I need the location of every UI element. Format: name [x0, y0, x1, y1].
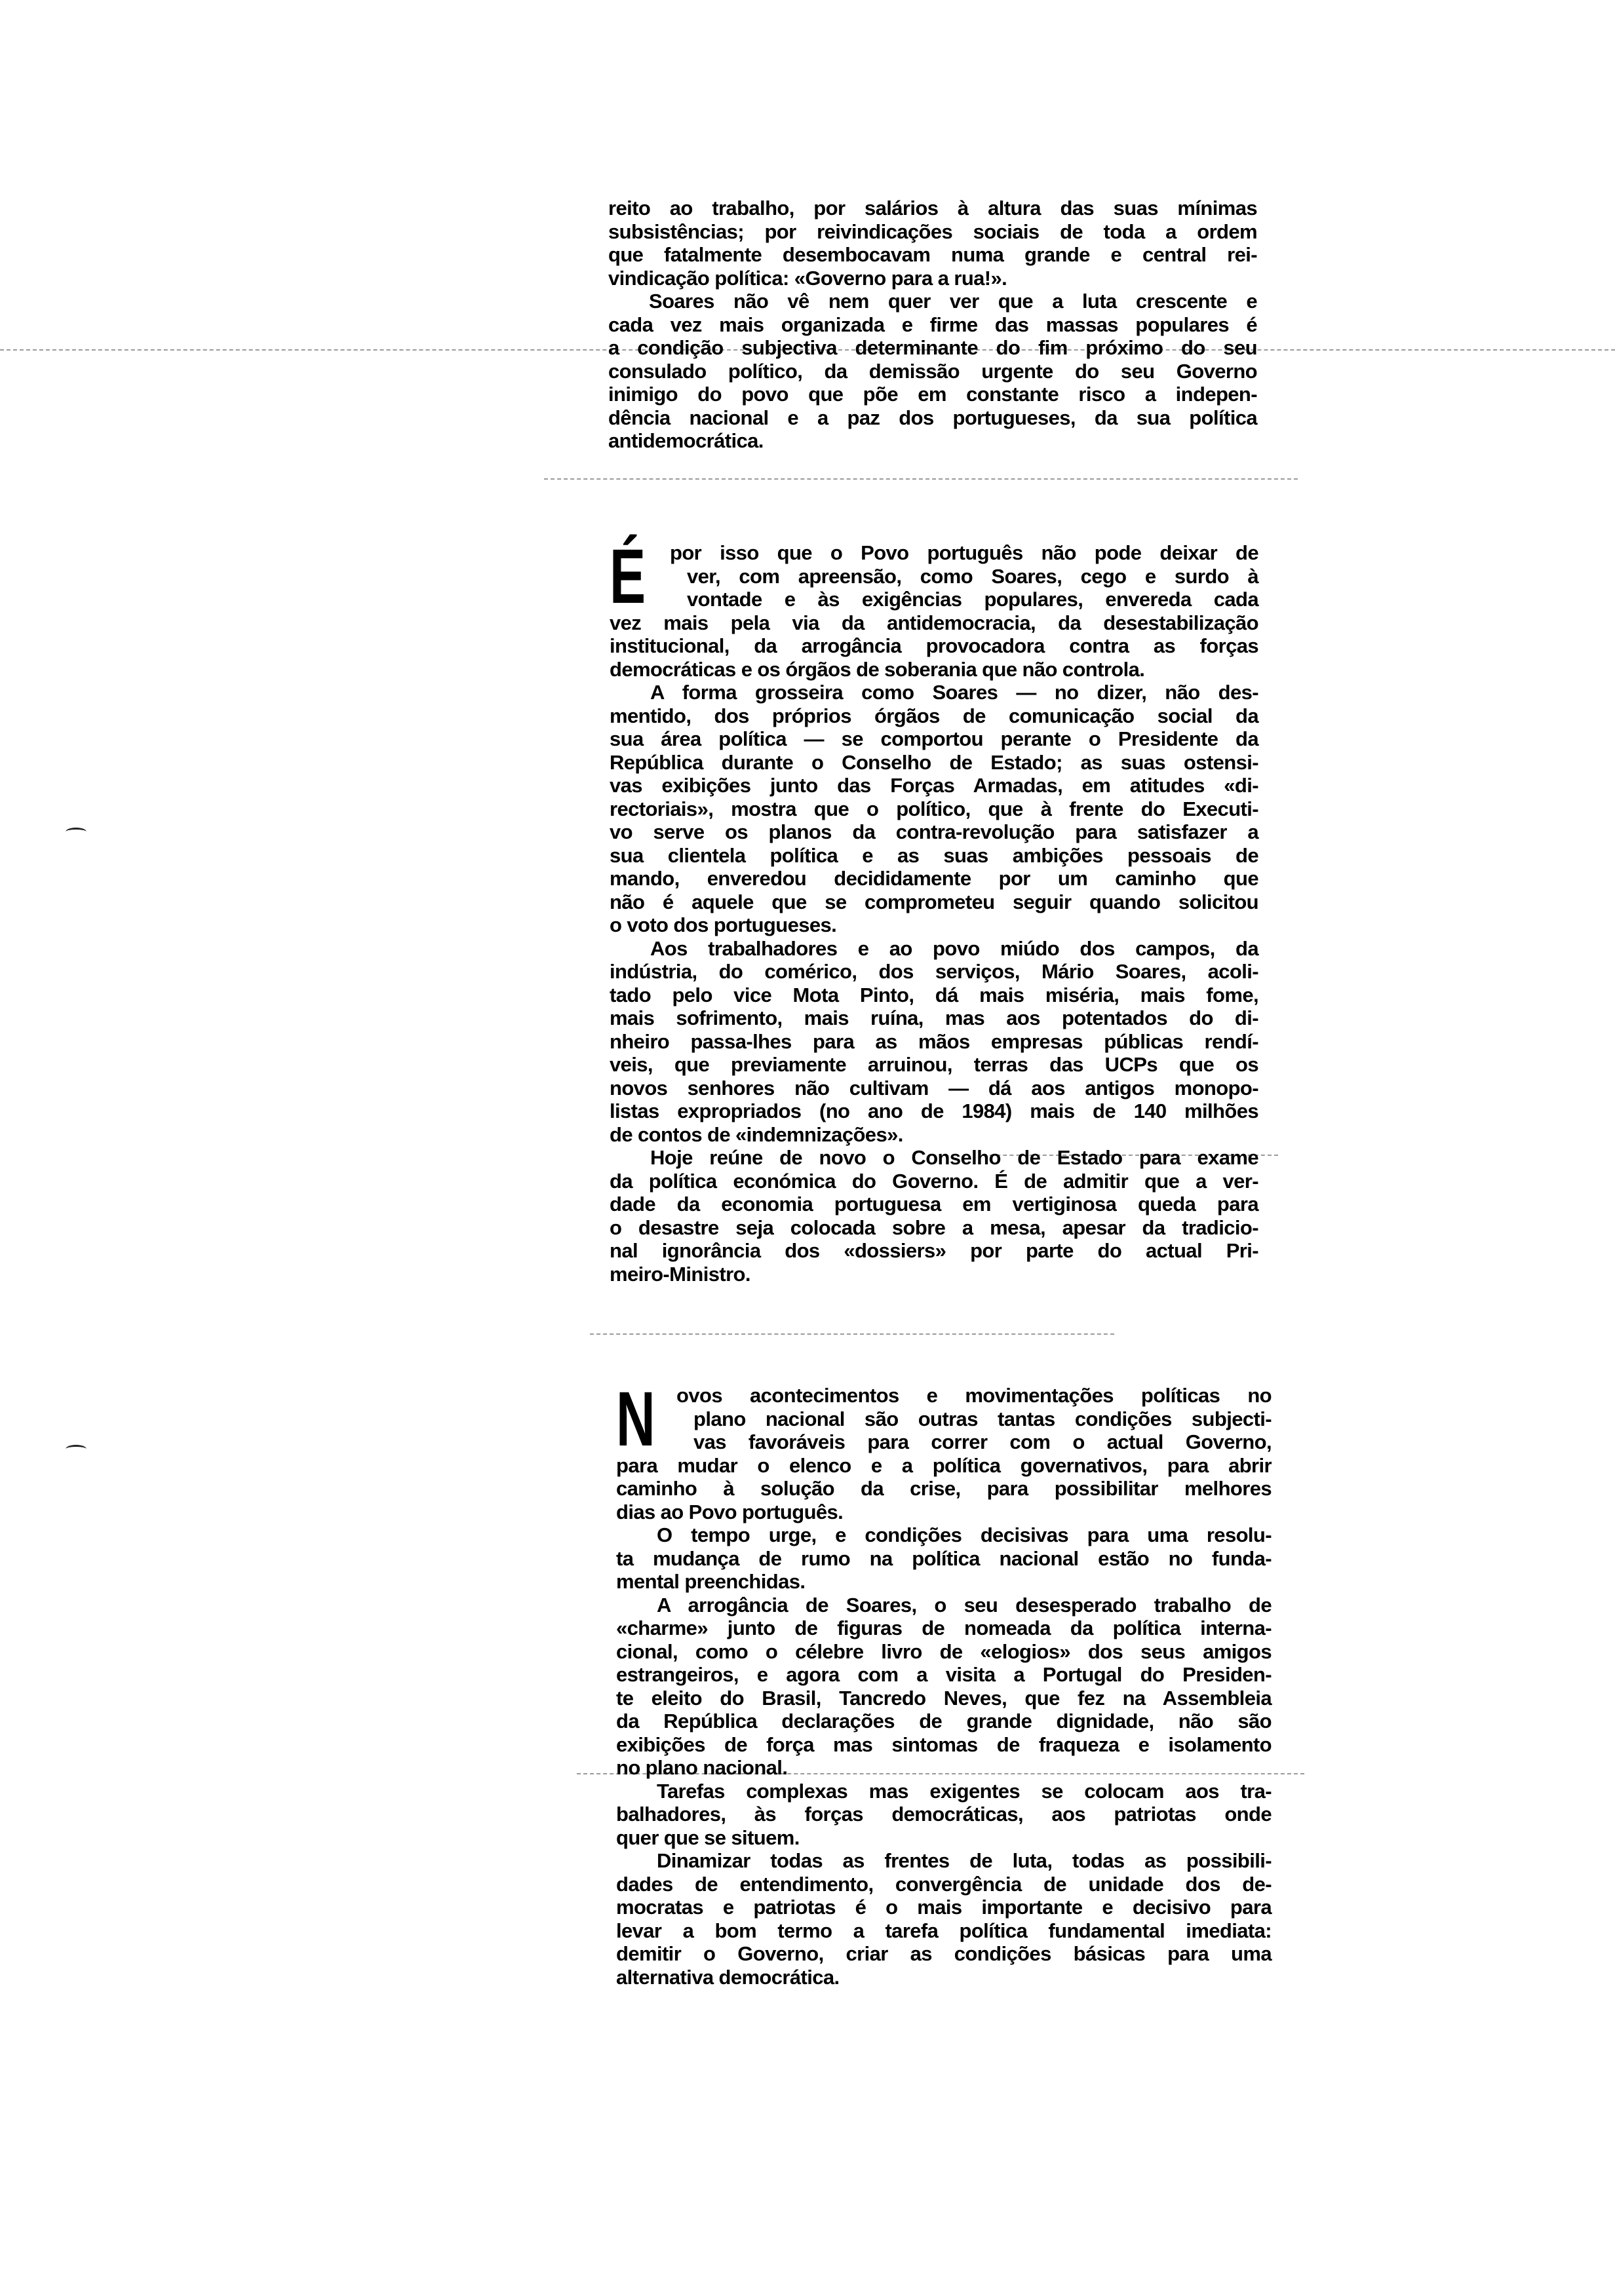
text-line: no plano nacional. [616, 1756, 788, 1779]
text-line: subsistências; por reivindicações sociais de toda a ordem [608, 220, 1257, 243]
text-line: reito ao trabalho, por salários à altura das suas mínimas [608, 197, 1257, 220]
text-line: vez mais pela via da antidemocracia, da desestabilização [610, 611, 1258, 634]
text-line: nal ignorância dos «dossiers» por parte do actual Pri- [610, 1239, 1258, 1262]
text-line: da República declarações de grande dignidade, não são [616, 1710, 1272, 1732]
text-line: Tarefas complexas mas exigentes se colocam aos tra- [657, 1779, 1272, 1803]
text-line: demitir o Governo, criar as condições básicas para uma [616, 1942, 1272, 1965]
drop-cap: N [616, 1376, 655, 1463]
text-line: inimigo do povo que põe em constante risco a indepen- [608, 383, 1257, 406]
paragraph [610, 681, 1258, 937]
text-line: quer que se situem. [616, 1826, 800, 1849]
text-line: ta mudança de rumo na política nacional estão no funda- [616, 1546, 1272, 1570]
paragraph [616, 1849, 1272, 1989]
text-line: mental preenchidas. [616, 1570, 806, 1593]
article-block-2 [610, 533, 1258, 1286]
article-block-1 [608, 197, 1257, 453]
text-line: mando, enveredou decididamente por um caminho que [610, 867, 1258, 890]
text-line: antidemocrática. [608, 429, 764, 452]
text-line: cada vez mais organizada e firme das massas populares é [608, 313, 1257, 336]
text-line: vo serve os planos da contra-revolução para satisfazer a [610, 820, 1258, 843]
text-line: balhadores, às forças democráticas, aos patriotas onde [616, 1803, 1272, 1826]
text-line: que fatalmente desembocavam numa grande e central rei- [608, 243, 1257, 266]
text-line: institucional, da arrogância provocadora contra as forças [610, 634, 1258, 657]
paragraph [608, 197, 1257, 290]
text-line: veis, que previamente arruinou, terras das UCPs que os [610, 1053, 1258, 1076]
paragraph [610, 533, 1258, 681]
text-line: meiro-Ministro. [610, 1262, 750, 1286]
scan-mark [66, 1445, 87, 1453]
paragraph [616, 1594, 1272, 1780]
text-line: sua área política — se comportou perante o Presidente da [610, 727, 1258, 750]
text-line: rectoriais», mostra que o político, que à frente do Executi- [610, 797, 1258, 820]
text-line: o voto dos portugueses. [610, 913, 837, 936]
text-line: estrangeiros, e agora com a visita a Portugal do Presiden- [616, 1663, 1272, 1686]
text-line: mentido, dos próprios órgãos de comunicação social da [610, 704, 1258, 727]
paragraph [616, 1523, 1272, 1594]
text-line: sua clientela política e as suas ambições pessoais de [610, 843, 1258, 867]
text-line: A arrogância de Soares, o seu desesperado trabalho de [657, 1593, 1272, 1617]
paragraph [610, 1146, 1258, 1286]
text-line: vas exibições junto das Forças Armadas, em atitudes «di- [610, 774, 1258, 797]
text-line: por isso que o Povo português não pode deixar de [670, 541, 1258, 564]
text-line: dade da economia portuguesa em vertiginosa queda para [610, 1193, 1258, 1215]
text-line: ovos acontecimentos e movimentações políticas no [676, 1384, 1272, 1407]
text-line: vindicação política: «Governo para a rua!». [608, 266, 1007, 290]
text-line: democráticas e os órgãos de soberania que não controla. [610, 657, 1145, 681]
text-line: a condição subjectiva determinante do fim próximo do seu [608, 336, 1257, 359]
text-line: de contos de «indemnizações». [610, 1122, 903, 1146]
scan-mark [66, 828, 87, 836]
text-line: Soares não vê nem quer ver que a luta crescente e [649, 290, 1257, 313]
drop-cap: É [610, 533, 646, 620]
text-line: caminho à solução da crise, para possibilitar melhores [616, 1477, 1272, 1500]
text-line: novos senhores não cultivam — dá aos antigos monopo- [610, 1076, 1258, 1100]
text-line: indústria, do comérico, dos serviços, Mário Soares, acoli- [610, 960, 1258, 983]
text-line: nheiro passa-lhes para as mãos empresas públicas rendí- [610, 1029, 1258, 1053]
text-line: exibições de força mas sintomas de fraqueza e isolamento [616, 1732, 1272, 1756]
text-line: Aos trabalhadores e ao povo miúdo dos campos, da [650, 936, 1258, 960]
text-line: dência nacional e a paz dos portugueses, da sua política [608, 406, 1257, 429]
text-line: dades de entendimento, convergência de unidade dos de- [616, 1872, 1272, 1896]
text-line: para mudar o elenco e a política governativos, para abrir [616, 1453, 1272, 1477]
text-line: levar a bom termo a tarefa política fundamental imediata: [616, 1919, 1272, 1942]
paragraph [610, 937, 1258, 1147]
text-line: A forma grosseira como Soares — no dizer, não des- [650, 681, 1258, 704]
text-line: Dinamizar todas as frentes de luta, todas as possibili- [657, 1849, 1272, 1872]
text-line: tado pelo vice Mota Pinto, dá mais miséria, mais fome, [610, 983, 1258, 1006]
text-line: «charme» junto de figuras de nomeada da política interna- [616, 1617, 1272, 1639]
text-line: consulado político, da demissão urgente do seu Governo [608, 359, 1257, 383]
text-line: mocratas e patriotas é o mais importante e decisivo para [616, 1896, 1272, 1919]
scan-fold-line [544, 478, 1298, 480]
text-line: cional, como o célebre livro de «elogios» dos seus amigos [616, 1639, 1272, 1663]
text-line: listas expropriados (no ano de 1984) mais de 140 milhões [610, 1100, 1258, 1122]
text-line: te eleito do Brasil, Tancredo Neves, que fez na Assembleia [616, 1686, 1272, 1710]
text-line: alternativa democrática. [616, 1965, 840, 1989]
text-line: mais sofrimento, mais ruína, mas aos potentados do di- [610, 1006, 1258, 1029]
text-line: o desastre seja colocada sobre a mesa, apesar da tradicio- [610, 1215, 1258, 1239]
article-block-3 [616, 1376, 1272, 1989]
paragraph [608, 290, 1257, 453]
text-line: República durante o Conselho de Estado; as suas ostensi- [610, 750, 1258, 774]
text-line: da política económica do Governo. É de admitir que a ver- [610, 1169, 1258, 1193]
text-line: não é aquele que se comprometeu seguir quando solicitou [610, 890, 1258, 913]
text-line: Hoje reúne de novo o Conselho de Estado para exame [650, 1146, 1258, 1169]
text-line: vas favoráveis para correr com o actual Governo, [693, 1430, 1272, 1453]
text-line: dias ao Povo português. [616, 1500, 844, 1523]
text-line: O tempo urge, e condições decisivas para uma resolu- [657, 1523, 1272, 1546]
text-line: plano nacional são outras tantas condições subjecti- [693, 1407, 1272, 1430]
paragraph [616, 1780, 1272, 1850]
text-line: vontade e às exigências populares, envereda cada [687, 588, 1258, 611]
paragraph [616, 1376, 1272, 1523]
text-line: ver, com apreensão, como Soares, cego e surdo à [687, 564, 1258, 588]
scan-fold-line [590, 1333, 1114, 1335]
